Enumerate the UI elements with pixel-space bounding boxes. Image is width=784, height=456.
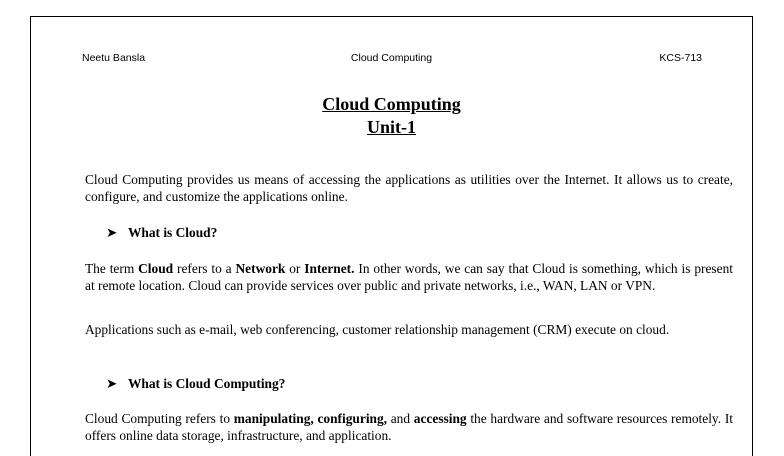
text-run: refers to a [173,261,236,276]
bold-term: Network [235,261,286,276]
text-run: the hardware and software resources remotely. It offers online data storage, infrastructure, and application. [85,411,733,443]
arrowhead-bullet-icon: ➤ [106,376,118,391]
text-run: In other words, we can say that Cloud is something, which is present at remote location. Cloud can provide services over public and private networks, i.e., WAN, LAN or VPN. [85,261,733,293]
bold-term: configuring, [317,411,388,426]
intro-text: Cloud Computing provides us means of accessing the applications as utilities over the Internet. It allows us to create, configure, and customize the applications online. [85,172,733,204]
applications-text: Applications such as e-mail, web conferencing, customer relationship management (CRM) execute on cloud. [85,322,670,337]
bold-term: accessing [413,411,467,426]
heading-text: What is Cloud? [128,225,218,240]
heading-text: What is Cloud Computing? [128,376,286,391]
text-run: Cloud Computing refers to [85,411,234,426]
arrowhead-bullet-icon: ➤ [106,225,118,240]
header-subject: Cloud Computing [350,52,433,64]
title-line-1: Cloud Computing [322,94,461,114]
text-run: The term [85,261,139,276]
cloud-definition-paragraph [85,260,733,294]
bold-term: manipulating, [233,411,314,426]
header-course-code: KCS-713 [659,52,702,64]
intro-paragraph [85,171,733,205]
text-run: and [387,411,414,426]
cloud-computing-definition-paragraph [85,410,733,444]
section-heading-what-is-cloud [106,224,217,241]
title-line-2: Unit-1 [367,117,416,137]
section-heading-what-is-cloud-computing [106,375,285,392]
document-page [30,16,753,456]
bold-term: Cloud [138,261,174,276]
applications-paragraph [85,321,733,338]
bold-term: Internet. [304,261,355,276]
text-run: or [285,261,305,276]
document-title [31,93,752,139]
header-author: Neetu Bansla [82,52,146,64]
